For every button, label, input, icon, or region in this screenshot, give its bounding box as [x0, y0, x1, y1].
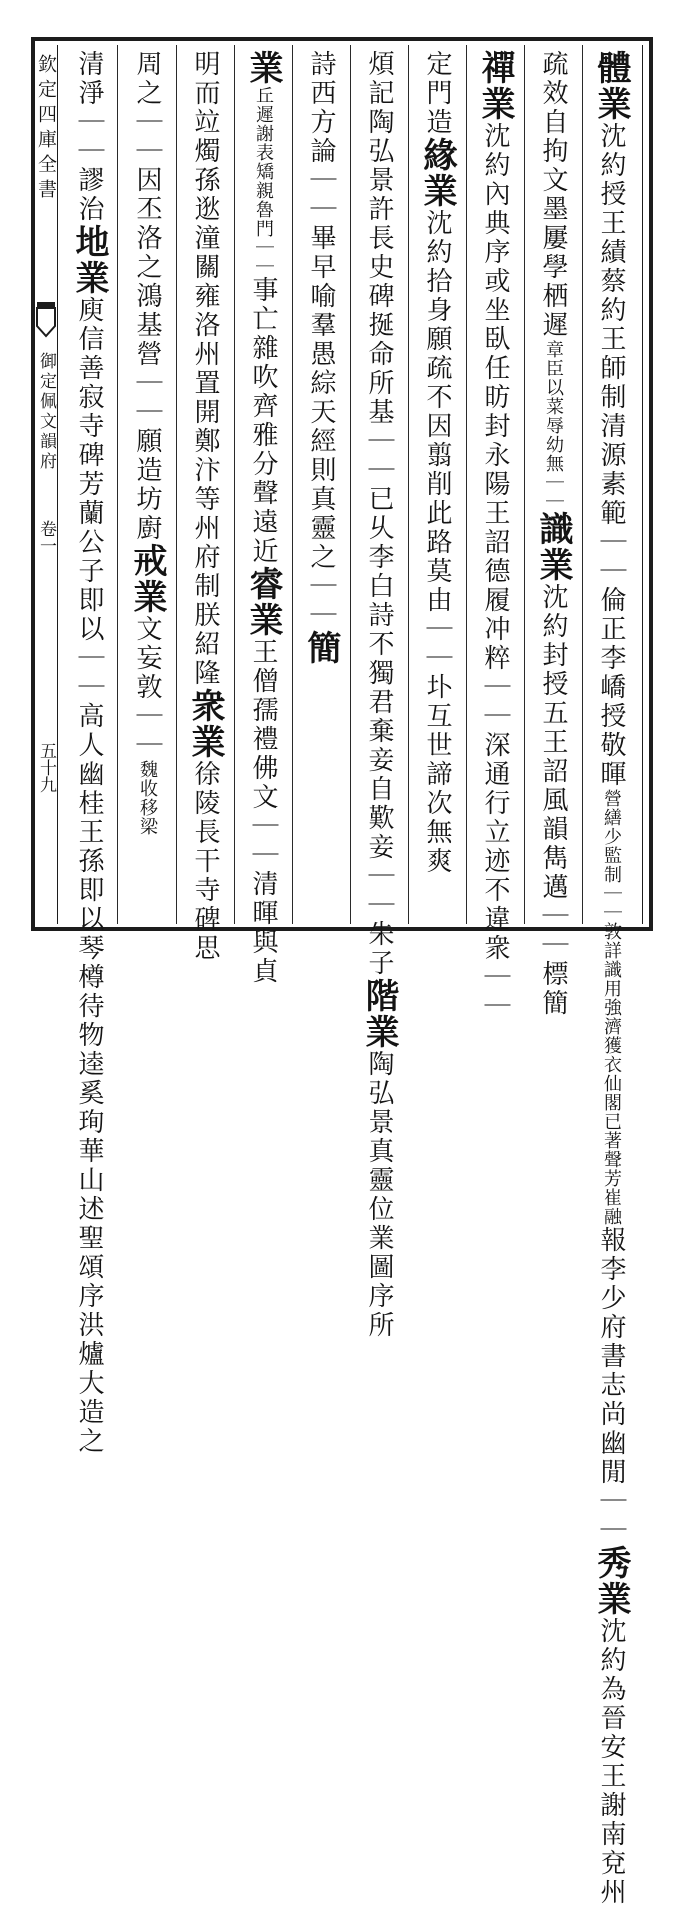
text-column — [411, 50, 463, 918]
entry-text: 庾信善寂寺碑芳蘭公子即以｜｜高人幽桂王孫 — [74, 296, 104, 876]
entry-text: 沈約封授五王詔風韻雋邁｜｜標簡 — [538, 583, 568, 1018]
column-rule — [292, 45, 293, 924]
entry-text: 次無爽 — [422, 789, 452, 876]
text-column — [585, 50, 637, 1907]
entry-text: 詩西方論｜｜畢早喻羣愚 — [306, 50, 336, 369]
column-rule — [408, 45, 409, 924]
entry-text: 沈約拾身願疏不因翦削此路莫由｜｜圤互世諦 — [422, 209, 452, 789]
text-column — [469, 50, 521, 1021]
entry-heading: 簡 — [301, 630, 341, 666]
text-column — [237, 50, 289, 986]
entry-text: 文妄敦｜｜ — [132, 615, 162, 760]
text-column — [527, 50, 579, 1018]
spine-margin — [35, 42, 57, 927]
column-rule — [466, 45, 467, 924]
entry-text: 沈約為晉安王謝南兗州 — [596, 1617, 626, 1907]
column-rule — [350, 45, 351, 924]
entry-heading: 識業 — [533, 511, 573, 583]
entry-text: 煩記陶弘景許長史碑挻命所基｜｜已乆李白詩 — [364, 50, 394, 630]
entry-text: 王僧孺禮佛文｜｜清暉與貞 — [248, 638, 278, 986]
spine-title: 欽定四庫全書 — [35, 54, 57, 204]
entry-text: 徐陵長干寺碑思 — [190, 760, 220, 963]
entry-text: 不獨君棄妾自歎妾｜｜朱子 — [364, 630, 394, 978]
entry-heading: 緣業 — [417, 137, 457, 209]
entry-text: 營｜｜願造坊廚 — [132, 340, 162, 543]
entry-text: 開鄭汴等州府制朕紹隆 — [190, 398, 220, 688]
spine-volume: 卷一 — [36, 520, 56, 554]
entry-heading: 秀業 — [591, 1545, 631, 1617]
text-column — [353, 50, 405, 1340]
entry-text: 周之｜｜因丕洛之鴻基 — [132, 50, 162, 340]
entry-text: 行立迹不違衆｜｜ — [480, 789, 510, 1021]
entry-text: 定門造 — [422, 50, 452, 137]
entry-annotation: 章臣以菜辱幼無｜｜ — [543, 340, 564, 511]
column-rule — [524, 45, 525, 924]
entry-heading: 衆業 — [185, 688, 225, 760]
entry-text: 任昉封永陽王詔德履冲粹｜｜深通 — [480, 354, 510, 789]
text-column — [179, 50, 231, 963]
entry-text: 清淨｜｜謬治 — [74, 50, 104, 224]
entry-heading: 睿業 — [243, 566, 283, 638]
entry-text: 沈約授王績蔡約王師制清源素範｜｜倫正李嶠授敬暉 — [596, 122, 626, 789]
entry-text: 事亡雜吹齊雅分聲遠近 — [248, 276, 278, 566]
entry-heading: 禪業 — [475, 50, 515, 122]
text-column — [121, 50, 173, 918]
spine-subtitle: 御定佩文韻府 — [36, 352, 56, 472]
entry-text: 綜天經則真靈之｜｜ — [306, 369, 336, 630]
fish-tail-mark-icon — [35, 302, 57, 342]
text-column — [63, 50, 115, 1456]
entry-heading: 階業 — [359, 978, 399, 1050]
entry-heading: 業 — [243, 50, 283, 86]
column-rule — [582, 45, 583, 924]
entry-text: 沈約內典序或坐臥 — [480, 122, 510, 354]
entry-text: 疏效自拘文墨屢學栖遲 — [538, 50, 568, 340]
entry-annotation: 丘遲謝表矯親魯門｜｜ — [253, 86, 274, 276]
column-rule — [117, 45, 118, 924]
entry-text: 即以琴樽待物逵奚珣華山述聖頌序洪爐大造之 — [74, 876, 104, 1456]
text-column — [295, 50, 347, 918]
entry-text: 明而竝燭孫逖潼關雍洛州置 — [190, 50, 220, 398]
entry-text: 報李少府書志尚幽閒｜｜ — [596, 1226, 626, 1545]
entry-heading: 體業 — [591, 50, 631, 122]
column-rule — [234, 45, 235, 924]
entry-text: 陶弘景真靈位業圖序所 — [364, 1050, 394, 1340]
entry-heading: 地業 — [69, 224, 109, 296]
entry-heading: 戒業 — [127, 543, 167, 615]
column-rule — [176, 45, 177, 924]
entry-annotation: 魏收移梁 — [137, 760, 158, 836]
entry-annotation: 營繕少監制｜｜敦詳識用強濟獲衣仙閣已著聲芳崔融 — [601, 789, 622, 1226]
page-number: 五十九 — [36, 742, 56, 793]
